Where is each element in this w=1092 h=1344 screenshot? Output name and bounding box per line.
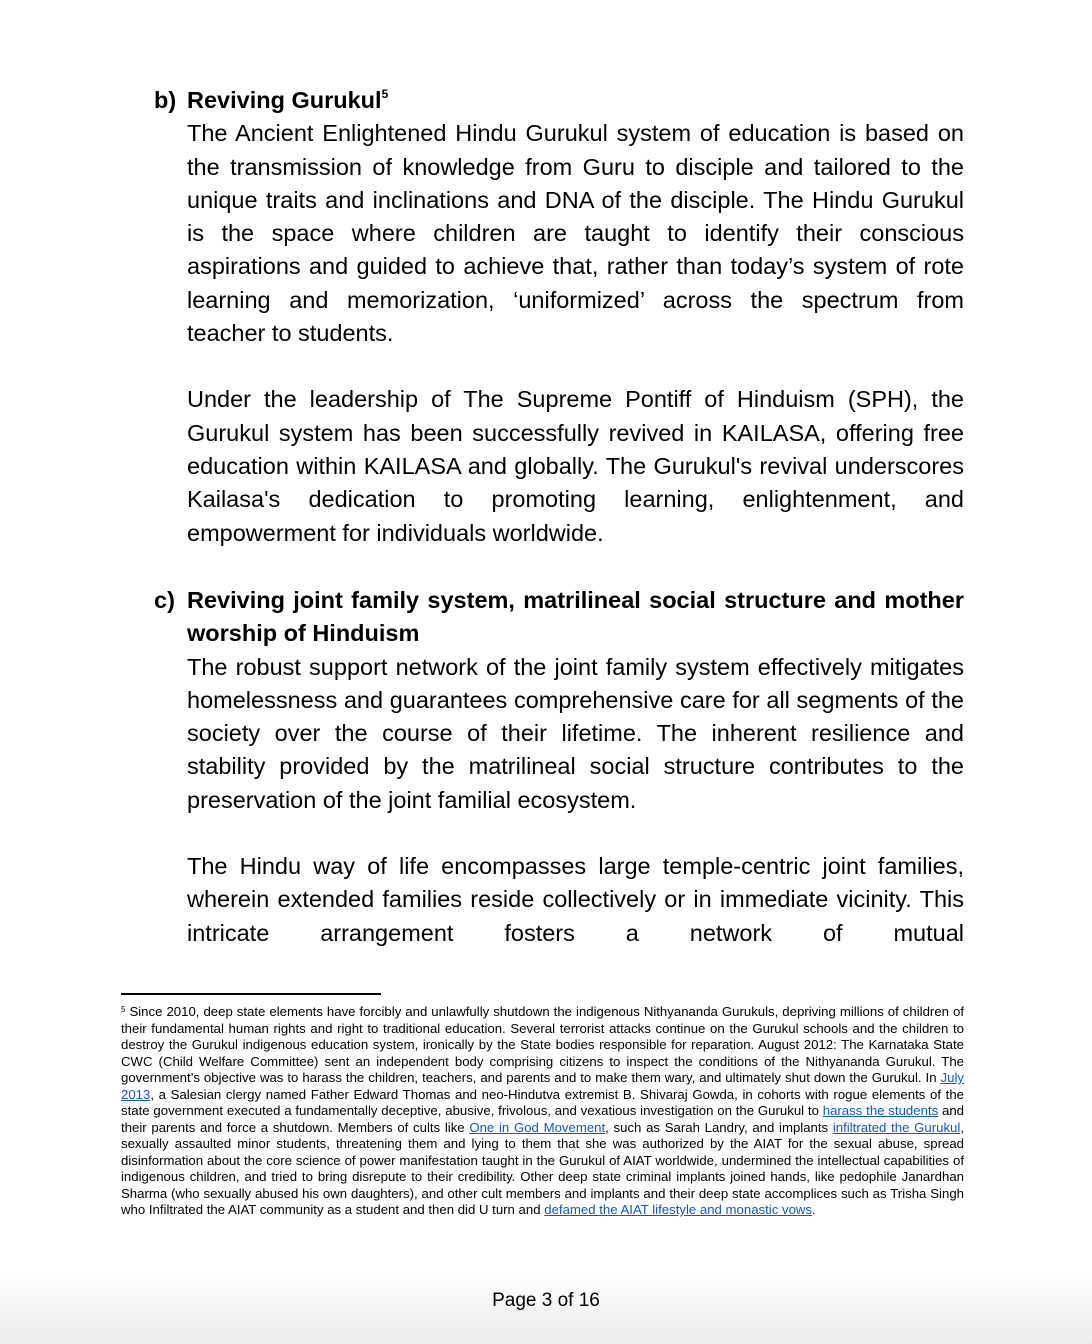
section-heading <box>154 84 964 117</box>
link-harass-the-students[interactable]: harass the students <box>822 1103 939 1118</box>
list-marker: c) <box>154 587 175 613</box>
footnote-ref[interactable]: 5 <box>381 87 389 101</box>
footnote-number: 5 <box>121 1005 126 1014</box>
section-title: Reviving Gurukul <box>187 87 382 113</box>
section-reviving-gurukul <box>154 84 964 550</box>
list-marker: b) <box>154 87 177 113</box>
footnote-separator <box>121 993 381 995</box>
link-infiltrated-the-gurukul[interactable]: infiltrated the Gurukul <box>832 1119 961 1135</box>
section-title: Reviving joint family system, matrilineal social structure and mother worship of Hinduism <box>187 587 964 647</box>
section-heading <box>154 584 964 651</box>
paragraph: The Hindu way of life encompasses large temple-centric joint families, wherein extended families reside collectively or in immediate vicinity. This intricate arrangement fosters a network of mutual <box>187 853 964 946</box>
link-defamed-aiat-lifestyle[interactable]: defamed the AIAT lifestyle and monastic vows <box>544 1202 813 1217</box>
paragraph: The robust support network of the joint family system effectively mitigates homelessness and guarantees comprehensive care for all segments of the society over the course of their lifetime. The inherent resilience and stability provided by the matrilineal social structure contributes to the preservation of the joint familial ecosystem. <box>187 653 964 813</box>
footnote-5: $^5$ Since 2010, deep state elements have forcibly and unlawfully shutdown the indigenous Nithyananda Gurukuls, depriving millions of children of their fundamental human rights and right to traditional education. Several terrorist attacks continue on the Gurukul schools and the children to destroy the Gurukul indigenous education system, ironically by the State bodies responsible for reparation. August 2012: The Karnataka State CWC (Child Welfare Committee) sent an independent body comprising citizens to inspect the conditions of the Nithyananda Gurukul. The government’s objective was to harass the children, teachers, and parents and to make them wary, and ultimately shut down the Gurukul. In July 2013, a Salesian clergy named Father Edward Thomas and neo-Hindutva extremist B. Shivaraj Gowda, in cohorts with rogue elements of the state government executed a fundamentally deceptive, abusive, frivolous, and vexatious investigation on the Gurukul to harass the students and their parents and force a shutdown. Members of cults like One in God Movement, such as Sarah Landry, and implants infiltrated the Gurukul, sexually assaulted minor students, threatening them and lying to them that she was authorized by the AIAT for the sexual abuse, spread disinformation about the core science of power manifestation taught in the Gurukul of AIAT worldwide, undermined the intellectual capabilities of indigenous children, and tried to bring disrepute to their credibility. Other deep state criminal implants joined hands, like pedophile Janardhan Sharma (who sexually abused his own daughters), and other cult members and implants and their deep state accomplices such as Trisha Singh who Infiltrated the AIAT community as a student and then did U turn and defamed the AIAT lifestyle and monastic vows. <box>121 1004 964 1217</box>
link-july-2013[interactable]: July 2013 <box>121 1070 964 1102</box>
link-one-in-god-movement[interactable]: One in God Movement <box>469 1119 606 1135</box>
paragraph: The Ancient Enlightened Hindu Gurukul system of education is based on the transmission of knowledge from Guru to disciple and tailored to the unique traits and inclinations and DNA of the disciple. The Hindu Gurukul is the space where children are taught to identify their conscious aspirations and guided to achieve that, rather than today’s system of rote learning and memorization, ‘uniformized’ across the spectrum from teacher to students. <box>187 120 964 347</box>
section-joint-family <box>154 584 964 950</box>
page-indicator: Page 3 of 16 <box>492 1290 600 1311</box>
paragraph: Under the leadership of The Supreme Pontiff of Hinduism (SPH), the Gurukul system has been successfully revived in KAILASA, offering free education within KAILASA and globally. The Gurukul's revival underscores Kailasa's dedication to promoting learning, enlightenment, and empowerment for individuals worldwide. <box>187 386 964 546</box>
